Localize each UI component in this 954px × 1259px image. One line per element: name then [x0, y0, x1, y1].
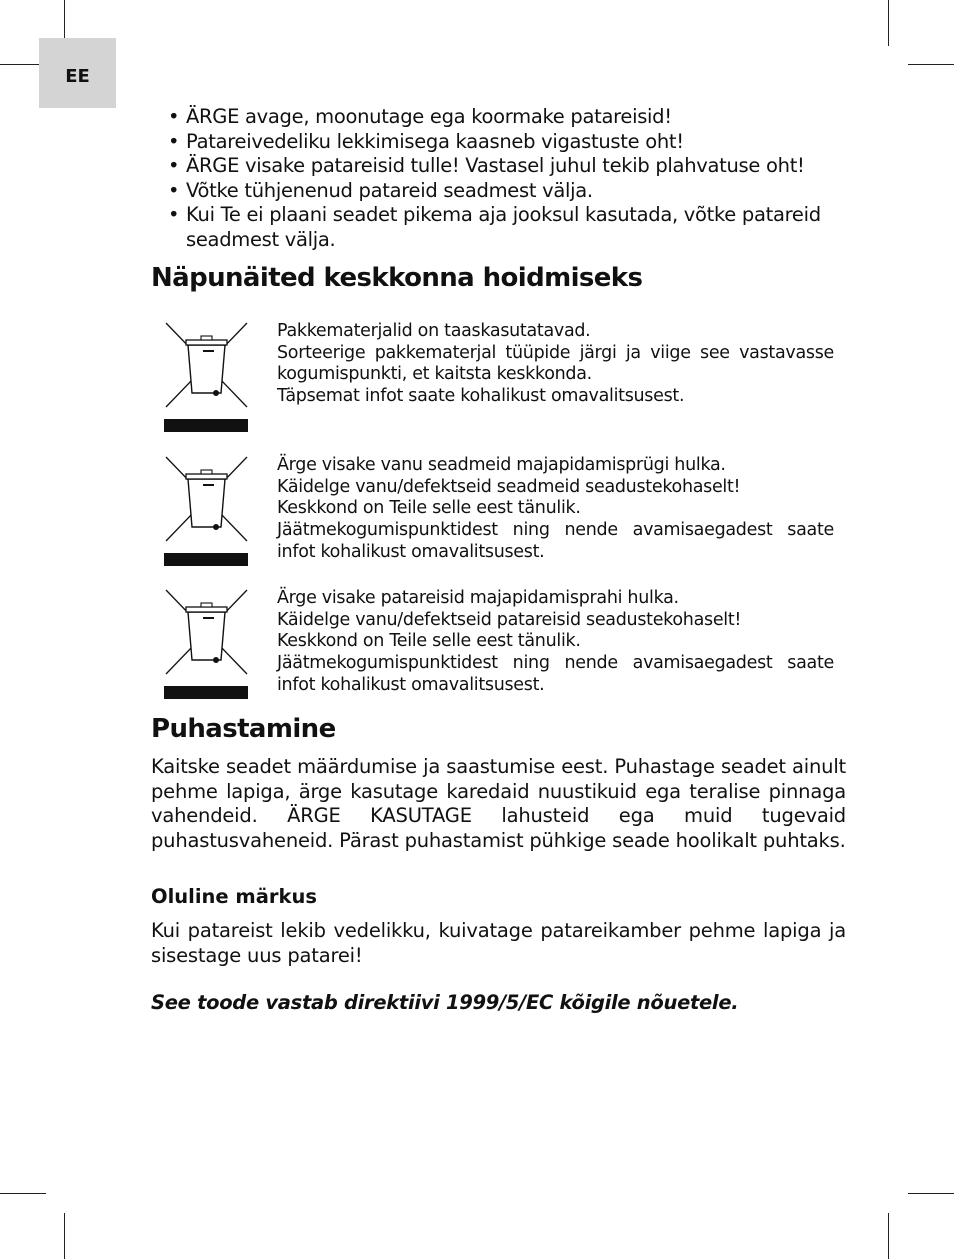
language-tab: EE — [39, 38, 116, 108]
crossed-out-wheelie-bin-icon — [164, 588, 249, 700]
important-note-body: Kui patareist lekib vedelikku, kuivatage patareikamber pehme lapiga ja sisestage uus patarei! — [151, 919, 846, 967]
crossed-out-wheelie-bin-icon — [164, 321, 249, 433]
crop-mark — [908, 64, 954, 65]
environment-text: Pakkematerjalid on taaskasutatavad. Sorteerige pakkematerjal tüüpide järgi ja viige see vastavasse kogumispunkti, et kaitsta keskkonda. Täpsemat infot saate kohalikust omavalitsusest. — [277, 321, 834, 407]
important-note-heading: Oluline märkus — [151, 885, 317, 908]
environment-item-batteries — [164, 588, 834, 703]
crop-mark — [888, 1213, 889, 1259]
crop-mark — [908, 1193, 954, 1194]
crop-mark — [888, 0, 889, 46]
crop-mark — [0, 1193, 46, 1194]
cleaning-heading: Puhastamine — [151, 714, 336, 744]
list-item: • Võtke tühjenenud patareid seadmest välja. — [168, 178, 593, 202]
list-item: • ÄRGE visake patareisid tulle! Vastasel juhul tekib plahvatuse oht! — [168, 154, 805, 177]
environment-text: Ärge visake patareisid majapidamisprahi hulka. Käidelge vanu/defektseid patareisid seadustekohaselt! Keskkond on Teile selle eest tänulik. Jäätmekogumispunktidest ning nende avamisaegadest saate infot kohalikust omavalitsusest. — [277, 588, 834, 695]
bullet-list — [151, 105, 846, 252]
compliance-statement: See toode vastab direktiivi 1999/5/EC kõigile nõuetele. — [151, 991, 739, 1014]
list-item: • ÄRGE avage, moonutage ega koormake patareisid! — [168, 105, 672, 128]
list-item: • Patareivedeliku lekkimisega kaasneb vigastuste oht! — [168, 129, 684, 153]
environment-item-devices — [164, 455, 834, 570]
crossed-out-wheelie-bin-icon — [164, 455, 249, 567]
cleaning-body: Kaitske seadet määrdumise ja saastumise eest. Puhastage seadet ainult pehme lapiga, ärge kasutage karedaid nuustikuid ega teralise pinnaga vahendeid. ÄRGE KASUTAGE lahusteid ega muid tugevaid puhastusvaheneid. Pärast puhastamist pühkige seade hoolikalt puhtaks. — [151, 755, 846, 852]
environment-item-packaging — [164, 321, 834, 436]
environment-text: Ärge visake vanu seadmeid majapidamisprügi hulka. Käidelge vanu/defektseid seadmeid seadustekohaselt! Keskkond on Teile selle eest tänulik. Jäätmekogumispunktidest ning nende avamisaegadest saate infot kohalikust omavalitsusest. — [277, 455, 834, 562]
crop-mark — [64, 1213, 65, 1259]
environment-heading: Näpunäited keskkonna hoidmiseks — [151, 263, 643, 293]
battery-warnings — [151, 105, 846, 252]
list-item: • Kui Te ei plaani seadet pikema aja jooksul kasutada, võtke patareid seadmest välja. — [168, 203, 821, 251]
